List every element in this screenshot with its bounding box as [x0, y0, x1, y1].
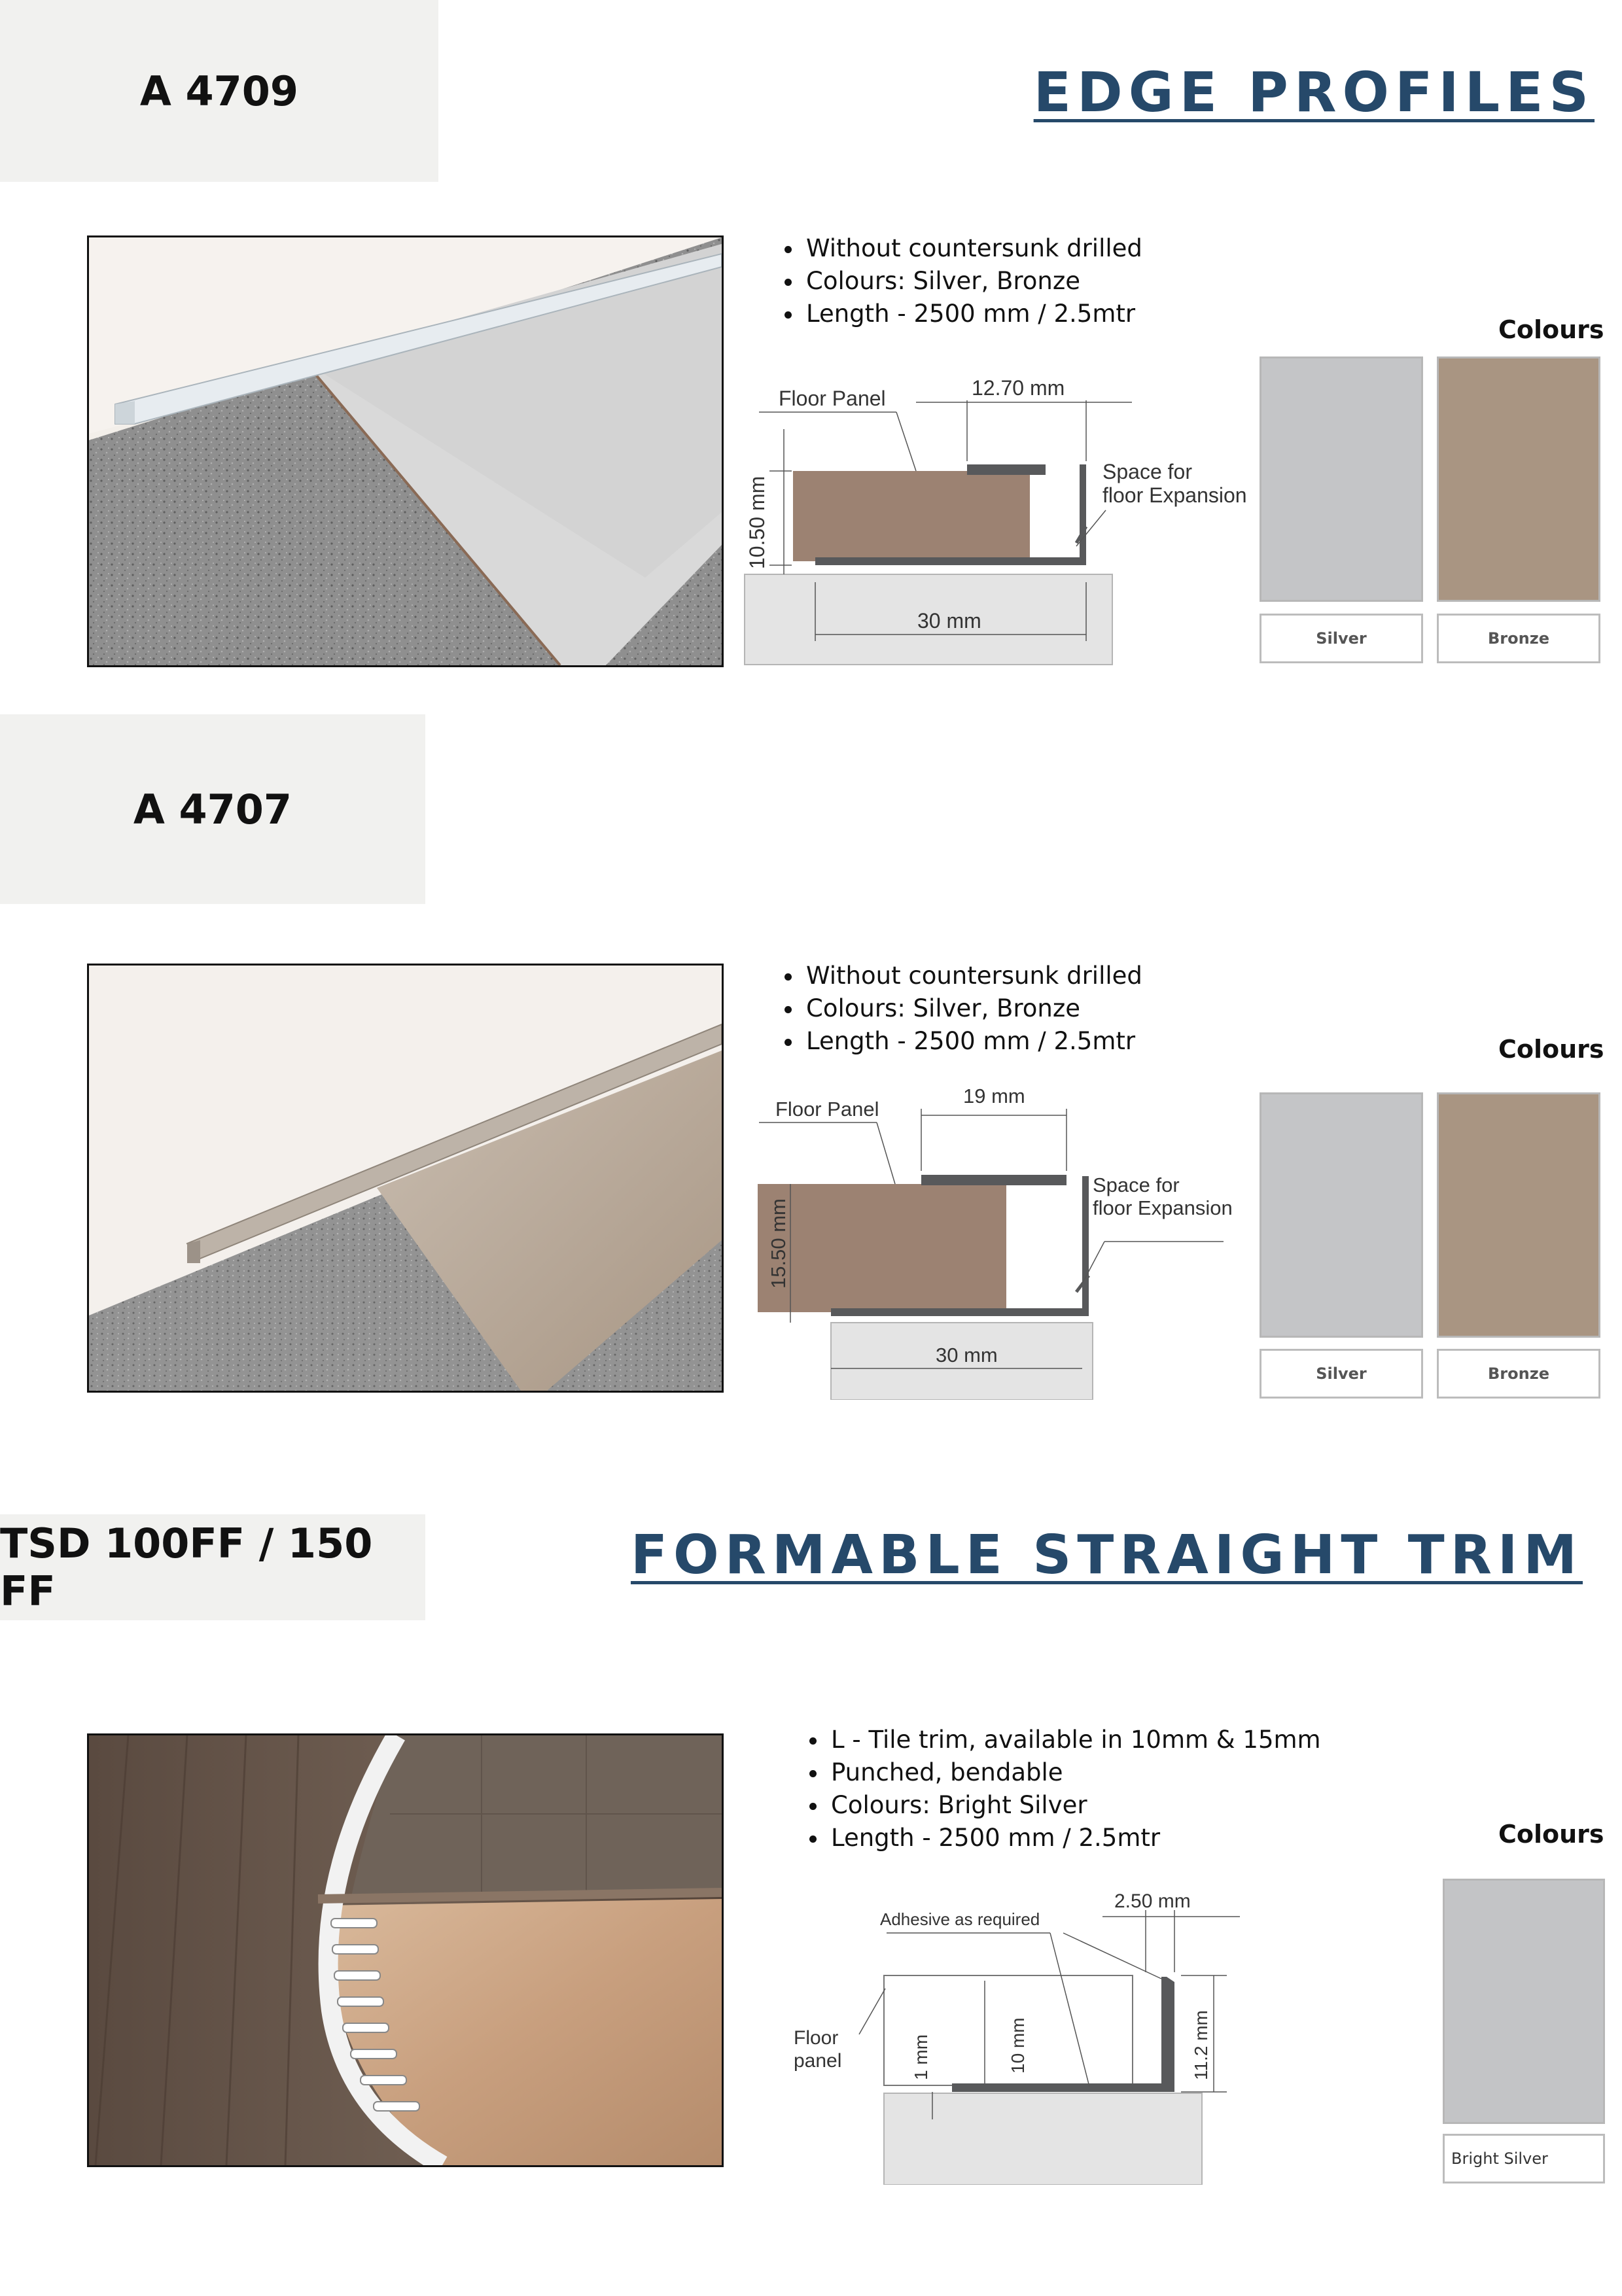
swatch-bright-silver: [1443, 1879, 1605, 2124]
feature-item: • Without countersunk drilled: [803, 232, 1142, 265]
product-photo-a4707: [87, 964, 724, 1393]
adhesive-label: Adhesive as required: [880, 1909, 1040, 1929]
swatch-silver: [1260, 357, 1423, 602]
feature-item: • Without countersunk drilled: [803, 960, 1142, 992]
section-heading-formable-straight-trim: FORMABLE STRAIGHT TRIM: [631, 1524, 1583, 1586]
swatch-label: Silver: [1260, 1349, 1423, 1399]
product-photo-a4709: [87, 235, 724, 667]
expansion-label: floor Expansion: [1093, 1196, 1233, 1219]
width-dimension: 12.70 mm: [972, 376, 1065, 400]
feature-item: • Punched, bendable: [828, 1756, 1321, 1789]
expansion-label: floor Expansion: [1102, 483, 1247, 507]
feature-item: • Colours: Silver, Bronze: [803, 992, 1142, 1025]
product-code-box: [0, 0, 438, 182]
height-dimension: 15.50 mm: [767, 1198, 790, 1289]
expansion-label: Space for: [1102, 460, 1192, 483]
swatch-label: Bright Silver: [1443, 2134, 1605, 2183]
colours-title: Colours: [1498, 1035, 1604, 1064]
feature-item: • Length - 2500 mm / 2.5mtr: [803, 1025, 1142, 1058]
width-dimension: 19 mm: [963, 1085, 1025, 1107]
floor-panel-label: Floor Panel: [779, 387, 886, 410]
floor-panel-label: panel: [794, 2050, 842, 2072]
feature-item: • Colours: Silver, Bronze: [803, 265, 1142, 298]
profile-diagram-tsd: [788, 1884, 1312, 2185]
height-dimension: 10.50 mm: [745, 476, 769, 569]
product-code: A 4707: [133, 785, 292, 833]
floor-thickness-dimension: 1 mm: [911, 2034, 931, 2080]
feature-item: • L - Tile trim, available in 10mm & 15mm: [828, 1724, 1321, 1756]
panel-height-dimension: 10 mm: [1008, 2017, 1028, 2074]
floor-panel-label: Floor: [794, 2027, 839, 2049]
swatch-bronze: [1437, 1092, 1600, 1338]
swatch-label: Silver: [1260, 614, 1423, 663]
colours-title: Colours: [1498, 315, 1604, 344]
feature-item: • Length - 2500 mm / 2.5mtr: [828, 1822, 1321, 1854]
swatch-silver: [1260, 1092, 1423, 1338]
swatch-label: Bronze: [1437, 1349, 1600, 1399]
colours-title: Colours: [1498, 1820, 1604, 1849]
swatch-label: Bronze: [1437, 614, 1600, 663]
product-code: A 4709: [139, 67, 299, 115]
product-code-box: [0, 714, 425, 904]
feature-item: • Length - 2500 mm / 2.5mtr: [803, 298, 1142, 330]
base-dimension: 30 mm: [917, 609, 981, 633]
profile-diagram-a4709: [739, 366, 1263, 667]
profile-diagram-a4707: [746, 1079, 1256, 1400]
trim-height-dimension: 11.2 mm: [1191, 2010, 1211, 2080]
swatch-bronze: [1437, 357, 1600, 602]
floor-panel-label: Floor Panel: [775, 1098, 879, 1121]
expansion-label: Space for: [1093, 1174, 1180, 1196]
product-code: TSD 100FF / 150 FF: [0, 1520, 373, 1615]
feature-list: [772, 960, 1142, 1058]
feature-list: [797, 1724, 1321, 1854]
section-heading-edge-profiles: EDGE PROFILES: [1033, 60, 1595, 124]
product-code-box: [0, 1514, 425, 1620]
product-photo-tsd: [87, 1733, 724, 2167]
feature-list: [772, 232, 1142, 330]
feature-item: • Colours: Bright Silver: [828, 1789, 1321, 1822]
base-dimension: 30 mm: [936, 1344, 998, 1366]
thickness-dimension: 2.50 mm: [1114, 1890, 1191, 1912]
